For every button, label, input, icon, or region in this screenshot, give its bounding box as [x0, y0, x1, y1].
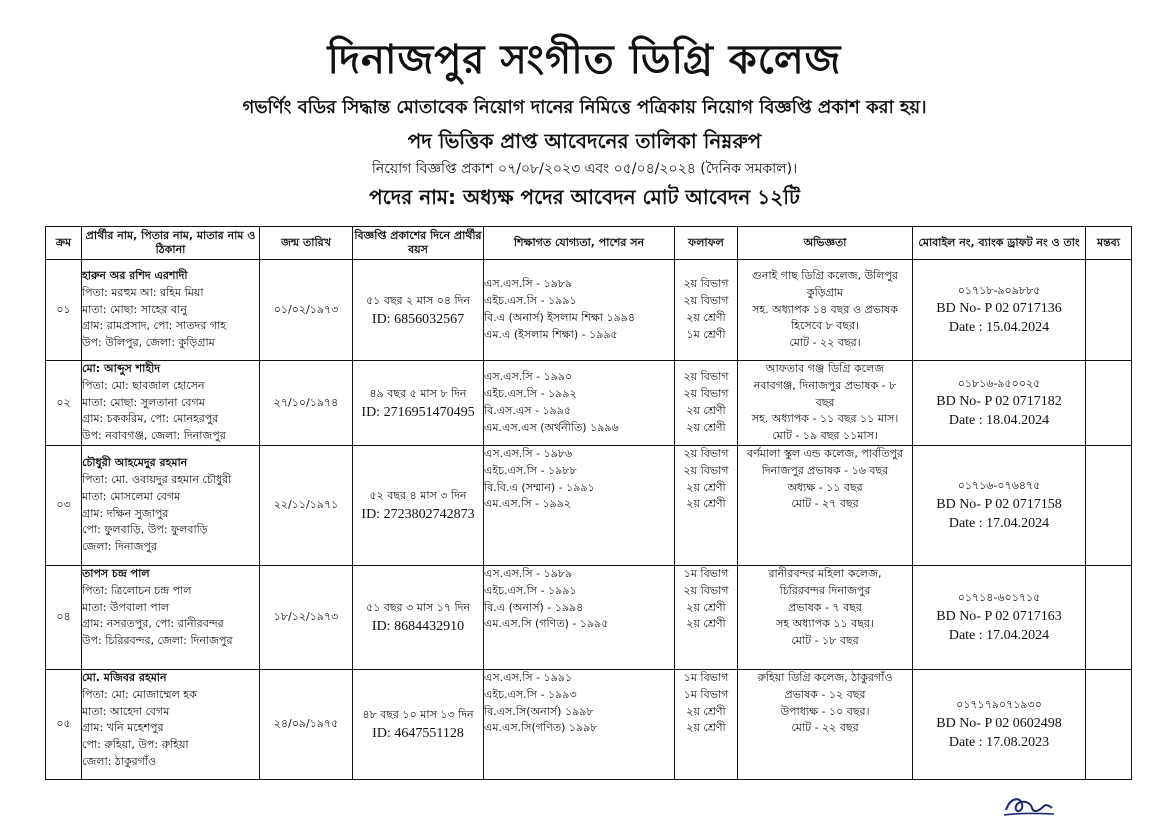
- result-line: ২য় বিভাগ: [683, 387, 729, 401]
- applicant-name: মো: আব্দুস শাহীদ: [82, 362, 161, 375]
- result-line: ২য় বিভাগ: [683, 447, 729, 460]
- education-line: বি.এস.এস - ১৯৯৫: [484, 404, 572, 417]
- result-cell: [675, 260, 738, 361]
- col-result: ফলাফল: [675, 227, 738, 260]
- draft-date: Date : 17.08.2023: [948, 734, 1050, 750]
- result-cell: [675, 446, 738, 566]
- detail-line: গ্রাম: খনি মহেশপুর: [82, 721, 164, 735]
- bank-draft-number: BD No- P 02 0717136: [936, 301, 1062, 317]
- draft-date: Date : 15.04.2024: [948, 320, 1050, 336]
- bank-draft-number: BD No- P 02 0602498: [936, 715, 1062, 731]
- detail-line: গ্রাম: নসরতপুর, পো: রানীরবন্দর: [82, 617, 224, 631]
- col-remark: মন্তব্য: [1086, 227, 1132, 260]
- experience-line: মোট - ১৮ বছর: [791, 634, 859, 648]
- experience-line: প্রভাষক - ১২ বছর: [784, 687, 866, 701]
- draft-date: Date : 17.04.2024: [948, 627, 1050, 643]
- applicant-cell: [82, 446, 260, 566]
- experience-line: দিনাজপুর প্রভাষক - ১৬ বছর: [761, 463, 889, 477]
- result-line: ২য় বিভাগ: [683, 294, 729, 308]
- experience-cell: [738, 566, 913, 670]
- detail-line: মাতা: মোছা: সাহের বানু: [82, 302, 187, 316]
- serial-cell: ০৪: [46, 566, 82, 670]
- experience-line: বছর: [815, 395, 835, 409]
- result-cell: [675, 670, 738, 780]
- dob-cell: ১৮/১২/১৯৭৩: [260, 566, 353, 670]
- age-cell: [353, 260, 484, 361]
- detail-line: উপ: চিরিরবন্দর, জেলা: দিনাজপুর: [82, 634, 233, 648]
- experience-line: উপাধ্যক্ষ - ১০ বছর।: [780, 704, 870, 718]
- detail-line: পিতা: মো: মোজাম্মেল হক: [82, 687, 197, 701]
- age-text: ৫১ বছর ২ মাস ০৪ দিন: [365, 293, 471, 307]
- col-applicant: প্রার্থীর নাম, পিতার নাম, মাতার নাম ও ঠিকানা: [82, 227, 260, 260]
- bank-draft-number: BD No- P 02 0717182: [936, 394, 1062, 410]
- result-line: ১ম বিভাগ: [683, 687, 729, 701]
- dob-cell: ২২/১১/১৯৭১: [260, 446, 353, 566]
- detail-line: মাতা: মোছা: সুলতানা বেগম: [82, 395, 205, 409]
- dob-cell: ২৭/১০/১৯৭৪: [260, 361, 353, 446]
- experience-cell: [738, 361, 913, 446]
- draft-date: Date : 17.04.2024: [948, 515, 1050, 531]
- applicant-cell: [82, 670, 260, 780]
- education-line: এইচ.এস.সি - ১৯৯৩: [484, 687, 577, 701]
- detail-line: পো: ফুলবাড়ি, উপ: ফুলবাড়ি: [82, 523, 208, 537]
- education-cell: [484, 670, 675, 780]
- experience-line: মোট - ২২ বছর।: [789, 336, 861, 350]
- age-cell: [353, 446, 484, 566]
- table-row: [46, 670, 1132, 780]
- list-heading: পদ ভিত্তিক প্রাপ্ত আবেদনের তালিকা নিম্নরুপ: [407, 129, 762, 153]
- detail-line: পিতা: মো: ছাবজাল হোসেন: [82, 378, 205, 392]
- experience-line: মোট - ২৭ বছর: [791, 497, 859, 511]
- result-line: ২য় শ্রেণী: [686, 497, 726, 511]
- experience-line: সহ অধ্যাপক ১১ বছর।: [776, 617, 874, 631]
- experience-line: হিসেবে ৮ বছর।: [790, 319, 860, 333]
- dob-cell: ০১/০২/১৯৭৩: [260, 260, 353, 361]
- result-line: ২য় শ্রেণী: [686, 600, 726, 614]
- bank-draft-number: BD No- P 02 0717163: [936, 608, 1062, 624]
- dob-cell: ২৪/০৯/১৯৭৫: [260, 670, 353, 780]
- experience-line: নবাবগঞ্জ, দিনাজপুর প্রভাষক - ৮: [753, 378, 897, 392]
- experience-line: সহ. অধ্যাপক - ১১ বছর ১১ মাস।: [751, 412, 899, 426]
- notice-line: গভর্ণিং বডির সিদ্ধান্ত মোতাবেক নিয়োগ দানের নিমিত্তে পত্রিকায় নিয়োগ বিজ্ঞপ্তি প্রকাশ করা হয়।: [242, 97, 927, 118]
- nid-text: ID: 6856032567: [371, 311, 465, 327]
- mobile-bd-cell: [913, 670, 1086, 780]
- col-dob: জন্ম তারিখ: [260, 227, 353, 260]
- education-line: এইচ.এস.সি - ১৯৮৮: [484, 463, 577, 477]
- col-serial: ক্রম: [46, 227, 82, 260]
- table-row: [46, 260, 1132, 361]
- serial-cell: ০১: [46, 260, 82, 361]
- detail-line: জেলা: দিনাজপুর: [82, 540, 157, 554]
- nid-text: ID: 8684432910: [371, 619, 465, 634]
- remark-cell: [1086, 260, 1132, 361]
- mobile-bd-cell: [913, 260, 1086, 361]
- mobile-number: ০১৭১৮-৯০৯৮৮৫: [957, 283, 1041, 297]
- age-cell: [353, 361, 484, 446]
- age-cell: [353, 670, 484, 780]
- detail-line: পো: রুহিয়া, উপ: রুহিয়া: [82, 738, 189, 752]
- education-line: বি.এ (অনার্স) ইসলাম শিক্ষা ১৯৯৪: [484, 311, 636, 324]
- detail-line: পিতা: মো. ওবায়দুর রহমান চৌধুরী: [82, 472, 232, 486]
- table-row: [46, 566, 1132, 670]
- education-line: এম.এস.এস (অর্থনীতি) ১৯৯৬: [484, 420, 619, 434]
- result-line: ২য় শ্রেণী: [686, 721, 726, 735]
- col-experience: অভিজ্ঞতা: [738, 227, 913, 260]
- result-cell: [675, 361, 738, 446]
- experience-cell: [738, 670, 913, 780]
- serial-cell: ০৫: [46, 670, 82, 780]
- applicant-cell: [82, 260, 260, 361]
- education-line: এম.এস.সি (গণিত) - ১৯৯৫: [484, 617, 609, 631]
- age-text: ৪৮ বছর ১০ মাস ১৩ দিন: [362, 708, 474, 721]
- experience-line: রুহিয়া ডিগ্রি কলেজ, ঠাকুরগাঁও: [757, 671, 893, 684]
- result-line: ২য় শ্রেণী: [686, 480, 726, 494]
- result-line: ২য় বিভাগ: [683, 463, 729, 477]
- detail-line: উপ: উলিপুর, জেলা: কুড়িগ্রাম: [82, 336, 215, 350]
- col-age: বিজ্ঞপ্তি প্রকাশের দিনে প্রার্থীর বয়স: [353, 227, 484, 260]
- education-line: এস.এস.সি - ১৯৮৬: [484, 447, 573, 460]
- detail-line: পিতা: মরহুম আ: রহিম মিয়া: [82, 285, 204, 299]
- education-line: এস.এস.সি - ১৯৯০: [484, 370, 573, 384]
- applicant-name: তাপস চন্দ্র পাল: [82, 567, 150, 580]
- table-row: [46, 446, 1132, 566]
- header-row: [46, 227, 1132, 260]
- experience-cell: [738, 260, 913, 361]
- mobile-bd-cell: [913, 361, 1086, 446]
- draft-date: Date : 18.04.2024: [948, 413, 1050, 429]
- detail-line: মাতা: মোসলেমা বেগম: [82, 489, 181, 503]
- experience-line: কুড়িগ্রাম: [806, 285, 844, 299]
- experience-line: আফতাব গঞ্জ ডিগ্রি কলেজ: [765, 362, 885, 375]
- experience-line: সহ. অধ্যাপক ১৪ বছর ও প্রভাষক: [752, 302, 898, 316]
- result-line: ২য় শ্রেণী: [686, 311, 726, 324]
- education-line: এম.এস.সি - ১৯৯২: [484, 497, 572, 511]
- experience-line: গুনাই গাছ ডিগ্রি কলেজ, উলিপুর: [752, 269, 898, 282]
- result-line: ২য় শ্রেণী: [686, 704, 726, 718]
- signature-icon: [1000, 788, 1056, 820]
- result-line: ২য় শ্রেণী: [686, 420, 726, 434]
- mobile-bd-cell: [913, 566, 1086, 670]
- detail-line: মাতা: উপবালা পাল: [82, 600, 170, 614]
- education-line: বি.এ (অনার্স) - ১৯৯৪: [484, 600, 584, 614]
- mobile-number: ০১৭১৭৯০৭১৯৩০: [956, 698, 1042, 712]
- experience-line: বর্ণমালা স্কুল এন্ড কলেজ, পার্বতিপুর: [746, 447, 904, 460]
- table-row: [46, 361, 1132, 446]
- experience-line: চিরিরবন্দর দিনাজপুর: [779, 583, 871, 597]
- remark-cell: [1086, 361, 1132, 446]
- result-line: ১ম বিভাগ: [683, 567, 729, 580]
- education-line: বি.এস.সি(অনার্স) ১৯৯৮: [484, 704, 594, 718]
- applicant-cell: [82, 566, 260, 670]
- result-line: ১ম শ্রেণী: [686, 327, 726, 341]
- nid-text: ID: 4647551128: [372, 726, 464, 741]
- mobile-number: ০১৭১৪-৬০১৭১৫: [957, 591, 1041, 605]
- experience-line: অধ্যক্ষ - ১১ বছর: [787, 480, 863, 494]
- detail-line: গ্রাম: রামপ্রসাদ, পো: সাতদর গাহ: [82, 319, 227, 333]
- education-line: এস.এস.সি - ১৯৮৯: [484, 567, 573, 580]
- nid-text: ID: 2723802742873: [361, 507, 475, 522]
- remark-cell: [1086, 670, 1132, 780]
- detail-line: জেলা: ঠাকুরগাঁও: [82, 754, 157, 768]
- education-line: এইচ.এস.সি - ১৯৯১: [484, 294, 577, 308]
- publication-info: নিয়োগ বিজ্ঞপ্তি প্রকাশ ০৭/০৮/২০২৩ এবং ০৫/০৪/২০২৪ (দৈনিক সমকাল)।: [371, 161, 798, 177]
- education-cell: [484, 260, 675, 361]
- nid-text: ID: 2716951470495: [361, 404, 475, 420]
- detail-line: উপ: নবাবগঞ্জ, জেলা: দিনাজপুর: [82, 429, 226, 443]
- applicant-table: [45, 226, 1132, 780]
- mobile-number: ০১৭১৬-০৭৬৪৭৫: [957, 479, 1041, 493]
- experience-line: মোট - ২২ বছর: [791, 721, 859, 735]
- education-cell: [484, 566, 675, 670]
- remark-cell: [1086, 566, 1132, 670]
- post-heading: পদের নাম: অধ্যক্ষ পদের আবেদন মোট আবেদন ১২টি: [369, 185, 800, 209]
- college-title: দিনাজপুর সংগীত ডিগ্রি কলেজ: [327, 37, 842, 83]
- remark-cell: [1086, 446, 1132, 566]
- education-line: এস.এস.সি - ১৯৯১: [484, 671, 573, 684]
- education-line: এস.এস.সি - ১৯৮৯: [484, 277, 573, 291]
- education-line: এইচ.এস.সি - ১৯৯১: [484, 583, 577, 597]
- result-line: ২য় শ্রেণী: [686, 404, 726, 417]
- age-text: ৫২ বছর ৪ মাস ৩ দিন: [369, 489, 467, 502]
- education-line: এম.এ (ইসলাম শিক্ষা) - ১৯৯৫: [484, 327, 618, 341]
- bank-draft-number: BD No- P 02 0717158: [936, 496, 1062, 512]
- experience-line: প্রভাষক - ৭ বছর: [788, 600, 862, 614]
- result-line: ২য় বিভাগ: [683, 370, 729, 384]
- applicant-name: চৌধুরী আহমেদুর রহমান: [82, 456, 188, 470]
- detail-line: মাতা: আহেদা বেগম: [82, 704, 170, 718]
- result-line: ২য় শ্রেণী: [686, 617, 726, 631]
- detail-line: পিতা: ত্রিলোচন চন্দ্র পাল: [82, 583, 192, 597]
- result-line: ২য় বিভাগ: [683, 277, 729, 291]
- detail-line: গ্রাম: দক্ষিন সুজাপুর: [82, 506, 169, 520]
- detail-line: গ্রাম: চককরিম, পো: মোনহরপুর: [82, 412, 219, 426]
- mobile-bd-cell: [913, 446, 1086, 566]
- education-line: এইচ.এস.সি - ১৯৯২: [484, 387, 577, 401]
- mobile-number: ০১৮১৬-৯৫০০২৫: [957, 376, 1041, 390]
- age-text: ৫১ বছর ৩ মাস ১৭ দিন: [365, 601, 471, 614]
- education-cell: [484, 361, 675, 446]
- age-text: ৪৯ বছর ৫ মাস ৮ দিন: [369, 386, 467, 400]
- experience-line: মোট - ১৯ বছর ১১মাস।: [772, 429, 878, 443]
- education-line: এম.এস.সি(গণিত) ১৯৯৮: [484, 721, 598, 735]
- result-line: ১ম বিভাগ: [683, 671, 729, 684]
- applicant-name: হারুন অর রশিদ এরশাদী: [82, 269, 188, 282]
- col-education: শিক্ষাগত যোগ্যতা, পাশের সন: [484, 227, 675, 260]
- result-cell: [675, 566, 738, 670]
- applicant-name: মো. মজিবর রহমান: [82, 671, 167, 684]
- age-cell: [353, 566, 484, 670]
- serial-cell: ০২: [46, 361, 82, 446]
- experience-line: রানীরবন্দর মহিলা কলেজ,: [768, 567, 882, 580]
- serial-cell: ০৩: [46, 446, 82, 566]
- education-line: বি.বি.এ (সম্মান) - ১৯৯১: [484, 480, 595, 494]
- applicant-cell: [82, 361, 260, 446]
- education-cell: [484, 446, 675, 566]
- col-mobile-bd: মোবাইল নং, ব্যাংক ড্রাফট নং ও তাং: [913, 227, 1086, 260]
- experience-cell: [738, 446, 913, 566]
- result-line: ২য় বিভাগ: [683, 583, 729, 597]
